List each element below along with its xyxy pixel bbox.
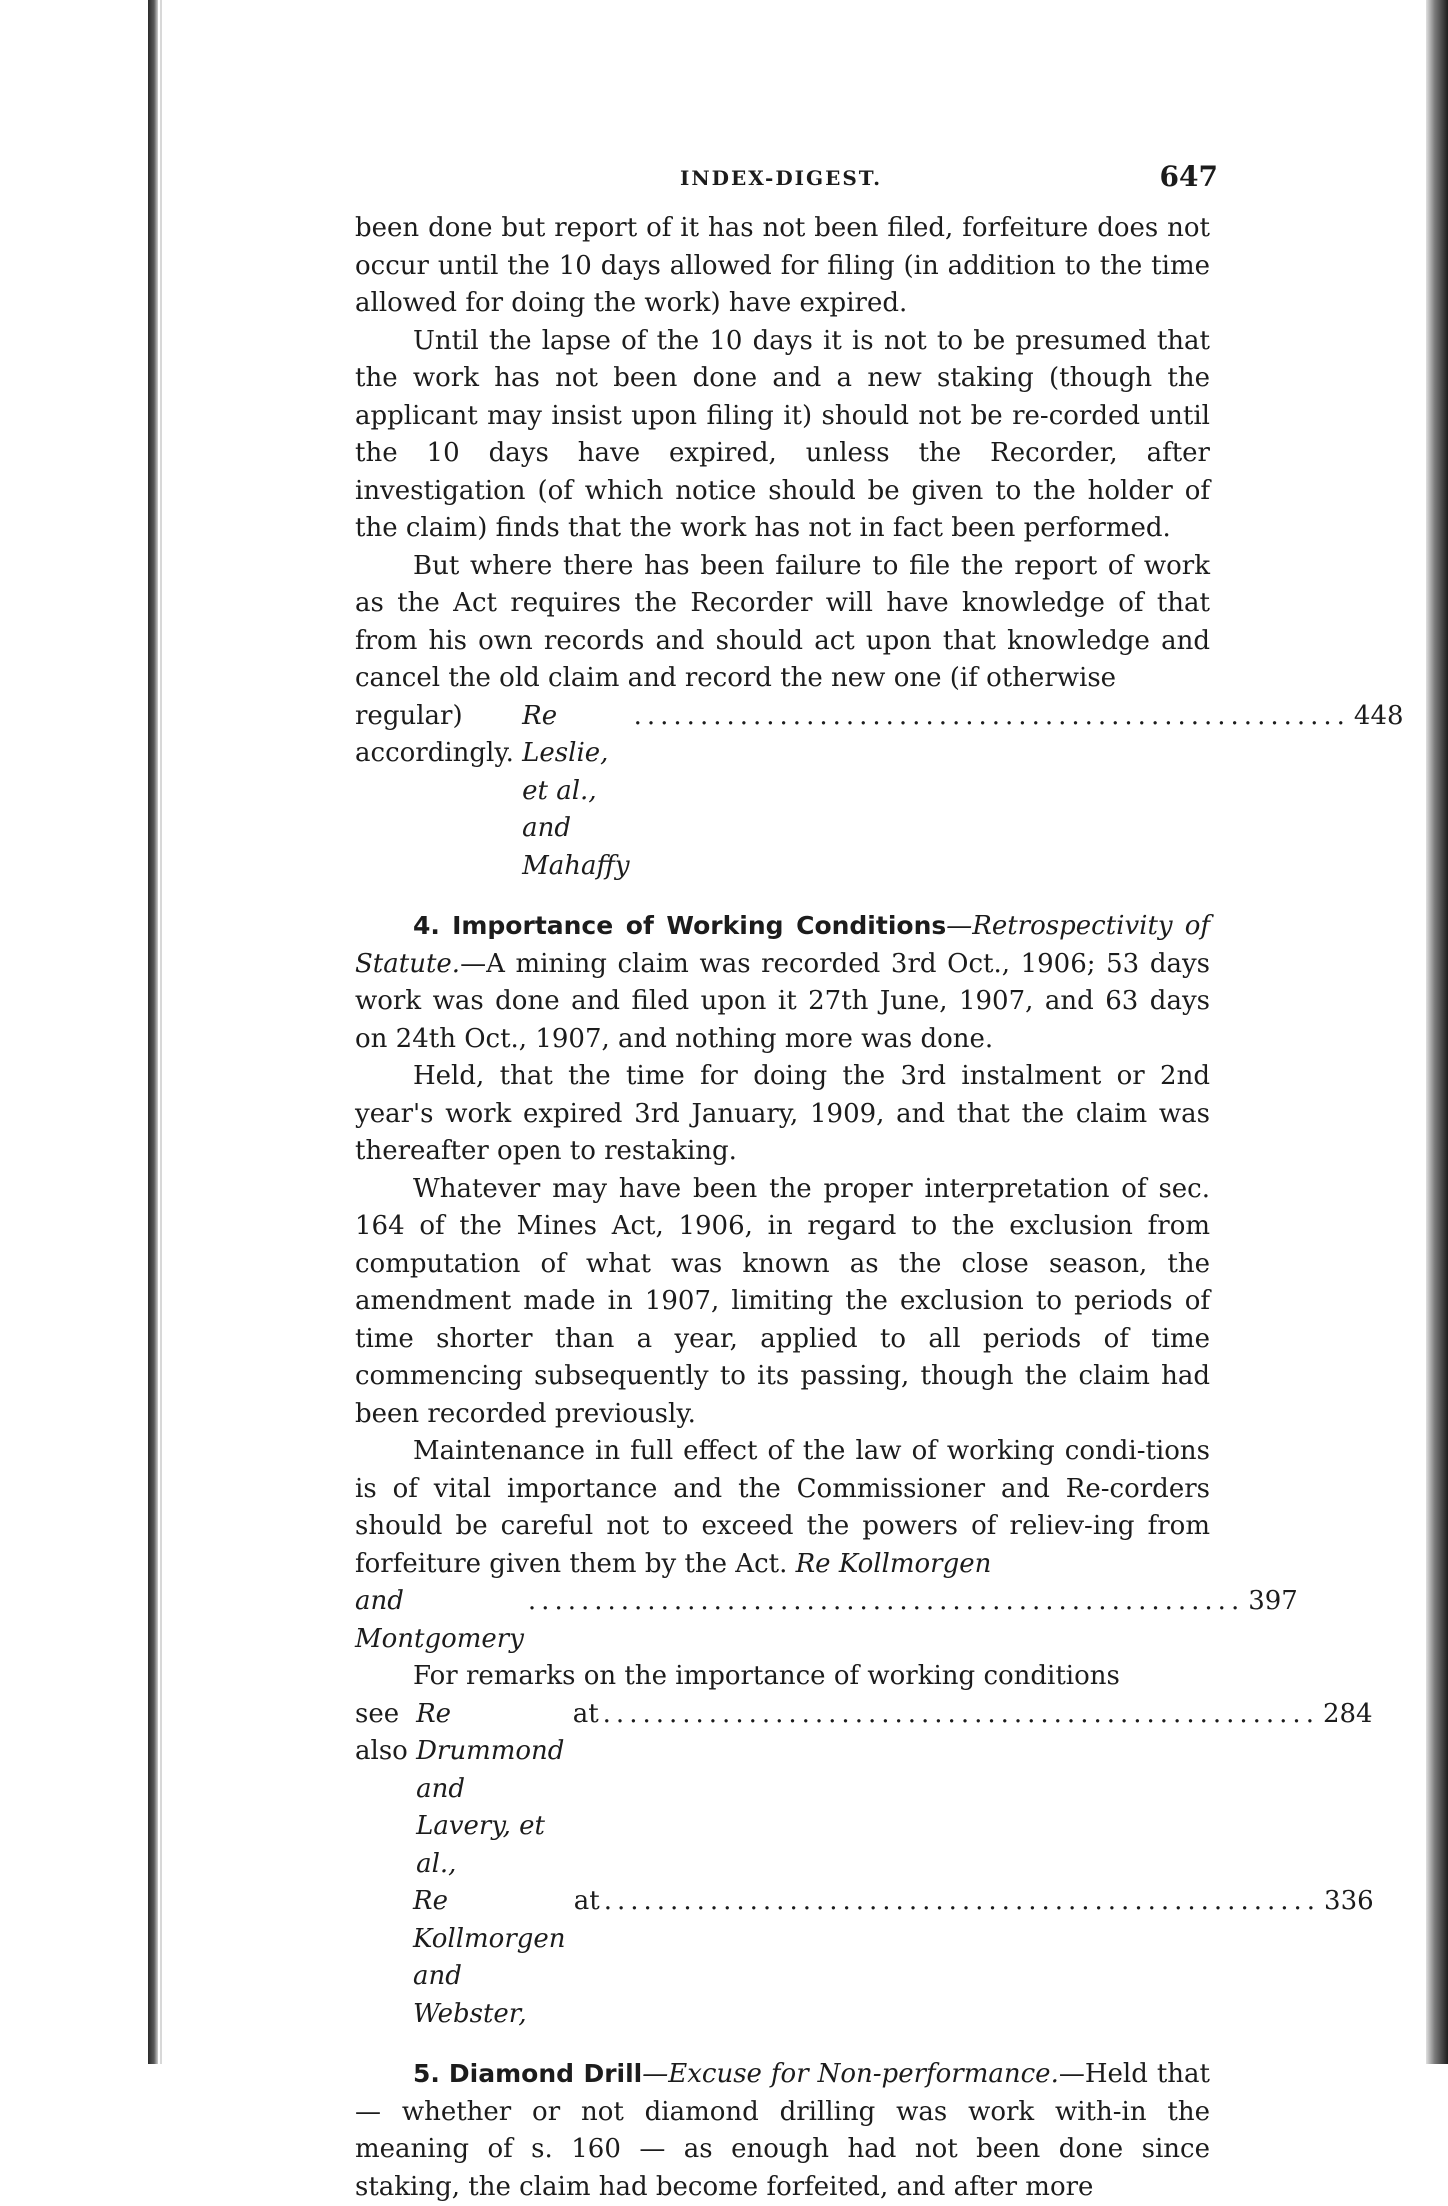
citation-kollmorgen-webster	[355, 1883, 1374, 2033]
section-text: —Held that — whether or not diamond drilling was work with-in the meaning of s. 160 — as enough had not been done since staking, the claim had become forfeited, and after more	[355, 2059, 1211, 2202]
paragraph-interpretation: Whatever may have been the proper interpretation of sec. 164 of the Mines Act, 1906, in regard to the exclusion from computation of what was known as the close season, the amendment made in 1907, limiting the exclusion to periods of time shorter than a year, applied to all periods of time commencing subsequently to its passing, though the claim had been recorded previously.	[355, 1173, 1210, 1429]
running-head: INDEX-DIGEST.	[680, 166, 883, 190]
section-subheading: —Retrospectivity of Statute.	[355, 911, 1211, 979]
section-subheading: —Excuse for Non-performance.	[642, 2059, 1059, 2089]
paragraph-held: Held, that the time for doing the 3rd instalment or 2nd year's work expired 3rd January, 1909, and that the claim was thereafter open to restaking.	[355, 1061, 1210, 1166]
at-word: at	[572, 1698, 599, 1729]
case-name: Re Leslie, et al., and Mahaffy	[522, 700, 630, 881]
dot-leader: ......................................................	[603, 1886, 1321, 1916]
page-edge-shadow	[1426, 0, 1448, 2064]
case-name: Re Kollmorgen	[795, 1548, 992, 1579]
page-ref: 448	[1353, 700, 1404, 731]
case-name-cont: and Montgomery	[355, 1586, 524, 1654]
dot-leader: ......................................................	[633, 700, 1350, 731]
paragraph-failure-to-file	[355, 548, 1210, 698]
section-5-heading-para	[355, 2055, 1210, 2206]
paragraph-maintenance	[355, 1433, 1210, 1583]
citation-kollmorgen-montgomery	[355, 1583, 1298, 1658]
page-binding-line	[160, 0, 162, 2064]
section-number: 4.	[413, 911, 440, 940]
section-text: —A mining claim was recorded 3rd Oct., 1906; 53 days work was done and filed upon it 27th June, 1907, and 63 days on 24th Oct., 1907, and nothing more was done.	[355, 948, 1210, 1054]
see-also-lead: see also	[355, 1698, 408, 1766]
page-number: 647	[1159, 160, 1218, 193]
citation-leslie	[355, 698, 1404, 886]
section-4-heading-para	[355, 907, 1210, 1058]
page-binding-shadow	[148, 0, 158, 2064]
section-number: 5.	[413, 2059, 440, 2088]
paragraph-text: Maintenance in full effect of the law of working condi-tions is of vital importance and the Commissioner and Re-corders should be careful not to exceed the powers of reliev-ing from forfeiture given them by the Act.	[355, 1436, 1210, 1579]
dot-leader: ......................................................	[527, 1586, 1245, 1616]
section-heading: Importance of Working Conditions	[452, 911, 947, 940]
dot-leader: ......................................................	[602, 1698, 1319, 1729]
case-name: Re Drummond and Lavery, et al.,	[416, 1698, 565, 1879]
document-page	[355, 160, 1404, 2206]
section-heading: Diamond Drill	[448, 2059, 643, 2088]
page-header	[355, 160, 1218, 210]
page-ref: 284	[1322, 1698, 1373, 1729]
paragraph-continued: been done but report of it has not been filed, forfeiture does not occur until the 10 days allowed for filing (in addition to the time allowed for doing the work) have expired.	[355, 213, 1210, 318]
citation-drummond	[355, 1696, 1373, 1884]
citation-lead: regular) accordingly.	[355, 700, 514, 768]
case-name: Re Kollmorgen and Webster,	[413, 1886, 566, 2029]
at-word: at	[573, 1886, 600, 1916]
paragraph-lapse: Until the lapse of the 10 days it is not to be presumed that the work has not been done and a new staking (though the applicant may insist upon filing it) should not be re-corded until the 10 days have expired, unless the Recorder, after investigation (of which notice should be given to the holder of the claim) finds that the work has not in fact been performed.	[355, 325, 1210, 543]
page-ref: 397	[1248, 1586, 1298, 1616]
paragraph-text: But where there has been failure to file the report of work as the Act requires the Recorder will have knowledge of that from his own records and should act upon that knowledge and cancel the old claim and record the new one (if otherwise	[355, 550, 1210, 693]
page-ref: 336	[1324, 1886, 1374, 1916]
paragraph-remarks: For remarks on the importance of working conditions	[413, 1661, 1120, 1691]
